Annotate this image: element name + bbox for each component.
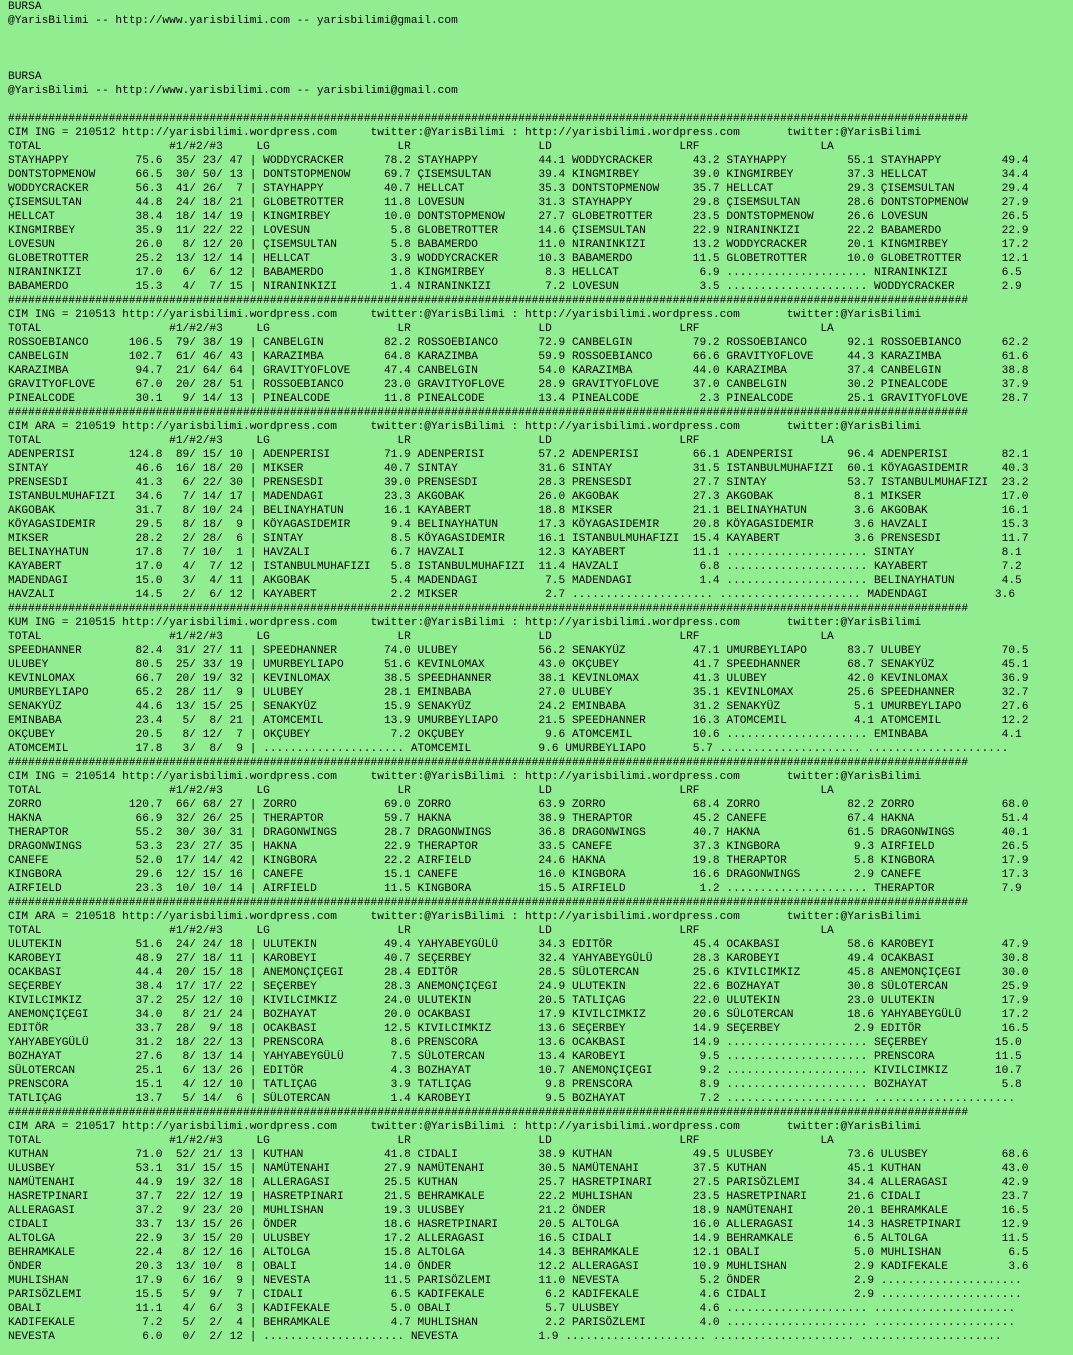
table-row: MIKSER 28.2 2/ 28/ 6 | SINTAY 8.5 KÖYAGASIDEMIR 16.1 ISTANBULMUHAFIZI 15.4 KAYABERT 3.6 PRENSESDI 11.7 xyxy=(8,533,1029,545)
table-row: AIRFIELD 23.3 10/ 10/ 14 | AIRFIELD 11.5 KINGBORA 15.5 AIRFIELD 1.2 ..................... THERAPTOR 7.9 xyxy=(8,883,1022,895)
table-row: ISTANBULMUHAFIZI 34.6 7/ 14/ 17 | MADENDAGI 23.3 AKGOBAK 26.0 AKGOBAK 27.3 AKGOBAK 8.1 MIKSER 17.0 xyxy=(8,491,1029,503)
table-row: CIDALI 33.7 13/ 15/ 26 | ÖNDER 18.6 HASRETPINARI 20.5 ALTOLGA 16.0 ALLERAGASI 14.3 HASRETPINARI 12.9 xyxy=(8,1219,1029,1231)
race-block xyxy=(0,602,1073,756)
table-row: KAYABERT 17.0 4/ 7/ 12 | ISTANBULMUHAFIZI 5.8 ISTANBULMUHAFIZI 11.4 HAVZALI 6.8 ..................... KAYABERT 7.2 xyxy=(8,561,1022,573)
column-header-line: TOTAL #1/#2/#3 LG LR LD LRF LA xyxy=(8,631,834,643)
race-title-line: CIM ARA = 210519 http://yarisbilimi.wordpress.com twitter:@YarisBilimi : http://yarisbilimi.wordpress.com twitter:@YarisBilimi xyxy=(8,421,922,433)
table-row: YAHYABEYGÜLÜ 31.2 18/ 22/ 13 | PRENSCORA 8.6 PRENSCORA 13.6 OCAKBASI 14.9 ..................... SEÇERBEY 15.0 xyxy=(8,1037,1022,1049)
table-row: AKGOBAK 31.7 8/ 10/ 24 | BELINAYHATUN 16.1 KAYABERT 18.8 MIKSER 21.1 BELINAYHATUN 3.6 AKGOBAK 16.1 xyxy=(8,505,1029,517)
race-title-line: CIM ARA = 210518 http://yarisbilimi.wordpress.com twitter:@YarisBilimi : http://yarisbilimi.wordpress.com twitter:@YarisBilimi xyxy=(8,911,922,923)
column-header-line: TOTAL #1/#2/#3 LG LR LD LRF LA xyxy=(8,1135,834,1147)
table-row: KINGBORA 29.6 12/ 15/ 16 | CANEFE 15.1 CANEFE 16.0 KINGBORA 16.6 DRAGONWINGS 2.9 CANEFE 17.3 xyxy=(8,869,1029,881)
table-row: BABAMERDO 15.3 4/ 7/ 15 | NIRANINKIZI 1.4 NIRANINKIZI 7.2 LOVESUN 3.5 ..................... WODDYCRACKER 2.9 xyxy=(8,281,1022,293)
table-row: DONTSTOPMENOW 66.5 30/ 50/ 13 | DONTSTOPMENOW 69.7 ÇISEMSULTAN 39.4 KINGMIRBEY 39.0 KINGMIRBEY 37.3 HELLCAT 34.4 xyxy=(8,169,1029,181)
header-line: @YarisBilimi -- http://www.yarisbilimi.com -- yarisbilimi@gmail.com xyxy=(8,85,458,97)
separator-line: ############################################################################################################################################### xyxy=(8,757,969,769)
table-row: SÜLOTERCAN 25.1 6/ 13/ 26 | EDITÖR 4.3 BOZHAYAT 10.7 ANEMONÇIÇEGI 9.2 ..................... KIVILCIMKIZ 10.7 xyxy=(8,1065,1022,1077)
table-row: BEHRAMKALE 22.4 8/ 12/ 16 | ALTOLGA 15.8 ALTOLGA 14.3 BEHRAMKALE 12.1 OBALI 5.0 MUHLISHAN 6.5 xyxy=(8,1247,1029,1259)
column-header-line: TOTAL #1/#2/#3 LG LR LD LRF LA xyxy=(8,141,834,153)
table-row: KAROBEYI 48.9 27/ 18/ 11 | KAROBEYI 40.7 SEÇERBEY 32.4 YAHYABEYGÜLÜ 28.3 KAROBEYI 49.4 OCAKBASI 30.8 xyxy=(8,953,1029,965)
table-row: STAYHAPPY 75.6 35/ 23/ 47 | WODDYCRACKER 78.2 STAYHAPPY 44.1 WODDYCRACKER 43.2 STAYHAPPY 55.1 STAYHAPPY 49.4 xyxy=(8,155,1029,167)
table-row: ÇISEMSULTAN 44.8 24/ 18/ 21 | GLOBETROTTER 11.8 LOVESUN 31.3 STAYHAPPY 29.8 ÇISEMSULTAN 28.6 DONTSTOPMENOW 27.9 xyxy=(8,197,1029,209)
table-row: ÖNDER 20.3 13/ 10/ 8 | OBALI 14.0 ÖNDER 12.2 ALLERAGASI 10.9 MUHLISHAN 2.9 KADIFEKALE 3.6 xyxy=(8,1261,1029,1273)
column-header-line: TOTAL #1/#2/#3 LG LR LD LRF LA xyxy=(8,435,834,447)
column-header-line: TOTAL #1/#2/#3 LG LR LD LRF LA xyxy=(8,785,834,797)
table-row: SINTAY 46.6 16/ 18/ 20 | MIKSER 40.7 SINTAY 31.6 SINTAY 31.5 ISTANBULMUHAFIZI 60.1 KÖYAGASIDEMIR 40.3 xyxy=(8,463,1029,475)
column-header-line: TOTAL #1/#2/#3 LG LR LD LRF LA xyxy=(8,323,834,335)
table-row: ALTOLGA 22.9 3/ 15/ 20 | ULUSBEY 17.2 ALLERAGASI 16.5 CIDALI 14.9 BEHRAMKALE 6.5 ALTOLGA 11.5 xyxy=(8,1233,1029,1245)
table-row: OBALI 11.1 4/ 6/ 3 | KADIFEKALE 5.0 OBALI 5.7 ULUSBEY 4.6 ..................... ..................... xyxy=(8,1303,1016,1315)
table-row: EDITÖR 33.7 28/ 9/ 18 | OCAKBASI 12.5 KIVILCIMKIZ 13.6 SEÇERBEY 14.9 SEÇERBEY 2.9 EDITÖR 16.5 xyxy=(8,1023,1029,1035)
race-title-line: CIM ING = 210513 http://yarisbilimi.wordpress.com twitter:@YarisBilimi : http://yarisbilimi.wordpress.com twitter:@YarisBilimi xyxy=(8,309,922,321)
table-row: ATOMCEMIL 17.8 3/ 8/ 9 | ..................... ATOMCEMIL 9.6 UMURBEYLIAPO 5.7 ..................... ..................... xyxy=(8,743,1009,755)
header-line: @YarisBilimi -- http://www.yarisbilimi.com -- yarisbilimi@gmail.com xyxy=(8,15,458,27)
separator-line: ############################################################################################################################################### xyxy=(8,897,969,909)
race-block xyxy=(0,896,1073,1106)
column-header-line: TOTAL #1/#2/#3 LG LR LD LRF LA xyxy=(8,925,834,937)
table-row: MADENDAGI 15.0 3/ 4/ 11 | AKGOBAK 5.4 MADENDAGI 7.5 MADENDAGI 1.4 ..................... BELINAYHATUN 4.5 xyxy=(8,575,1022,587)
separator-line: ############################################################################################################################################### xyxy=(8,407,969,419)
table-row: KUTHAN 71.0 52/ 21/ 13 | KUTHAN 41.8 CIDALI 38.9 KUTHAN 49.5 ULUSBEY 73.6 ULUSBEY 68.6 xyxy=(8,1149,1029,1161)
table-row: SEÇERBEY 38.4 17/ 17/ 22 | SEÇERBEY 28.3 ANEMONÇIÇEGI 24.9 ULUTEKIN 22.6 BOZHAYAT 30.8 SÜLOTERCAN 25.9 xyxy=(8,981,1029,993)
race-block xyxy=(0,112,1073,294)
table-row: DRAGONWINGS 53.3 23/ 27/ 35 | HAKNA 22.9 THERAPTOR 33.5 CANEFE 37.3 KINGBORA 9.3 AIRFIELD 26.5 xyxy=(8,841,1029,853)
header-line xyxy=(0,42,1073,56)
table-row: ULUSBEY 53.1 31/ 15/ 15 | NAMÜTENAHI 27.9 NAMÜTENAHI 30.5 NAMÜTENAHI 37.5 KUTHAN 45.1 KUTHAN 43.0 xyxy=(8,1163,1029,1175)
table-row: MUHLISHAN 17.9 6/ 16/ 9 | NEVESTA 11.5 PARISÖZLEMI 11.0 NEVESTA 5.2 ÖNDER 2.9 ..................... xyxy=(8,1275,1022,1287)
table-row: ROSSOEBIANCO 106.5 79/ 38/ 19 | CANBELGIN 82.2 ROSSOEBIANCO 72.9 CANBELGIN 79.2 ROSSOEBIANCO 92.1 ROSSOEBIANCO 62.2 xyxy=(8,337,1029,349)
race-block xyxy=(0,406,1073,602)
table-row: ADENPERISI 124.8 89/ 15/ 10 | ADENPERISI 71.9 ADENPERISI 57.2 ADENPERISI 66.1 ADENPERISI 96.4 ADENPERISI 82.1 xyxy=(8,449,1029,461)
separator-line: ############################################################################################################################################### xyxy=(8,113,969,125)
table-row: HELLCAT 38.4 18/ 14/ 19 | KINGMIRBEY 10.0 DONTSTOPMENOW 27.7 GLOBETROTTER 23.5 DONTSTOPMENOW 26.6 LOVESUN 26.5 xyxy=(8,211,1029,223)
table-row: PARISÖZLEMI 15.5 5/ 9/ 7 | CIDALI 6.5 KADIFEKALE 6.2 KADIFEKALE 4.6 CIDALI 2.9 ..................... xyxy=(8,1289,1022,1301)
table-row: KÖYAGASIDEMIR 29.5 8/ 18/ 9 | KÖYAGASIDEMIR 9.4 BELINAYHATUN 17.3 KÖYAGASIDEMIR 20.8 KÖYAGASIDEMIR 3.6 HAVZALI 15.3 xyxy=(8,519,1029,531)
table-row: LOVESUN 26.0 8/ 12/ 20 | ÇISEMSULTAN 5.8 BABAMERDO 11.0 NIRANINKIZI 13.2 WODDYCRACKER 20.1 KINGMIRBEY 17.2 xyxy=(8,239,1029,251)
table-row: KARAZIMBA 94.7 21/ 64/ 64 | GRAVITYOFLOVE 47.4 CANBELGIN 54.0 KARAZIMBA 44.0 KARAZIMBA 37.4 CANBELGIN 38.8 xyxy=(8,365,1029,377)
table-row: SPEEDHANNER 82.4 31/ 27/ 11 | SPEEDHANNER 74.0 ULUBEY 56.2 SENAKYÜZ 47.1 UMURBEYLIAPO 83.7 ULUBEY 70.5 xyxy=(8,645,1029,657)
table-row: KINGMIRBEY 35.9 11/ 22/ 22 | LOVESUN 5.8 GLOBETROTTER 14.6 ÇISEMSULTAN 22.9 NIRANINKIZI 22.2 BABAMERDO 22.9 xyxy=(8,225,1029,237)
race-title-line: CIM ING = 210514 http://yarisbilimi.wordpress.com twitter:@YarisBilimi : http://yarisbilimi.wordpress.com twitter:@YarisBilimi xyxy=(8,771,922,783)
header-line xyxy=(0,28,1073,42)
race-title-line: CIM ARA = 210517 http://yarisbilimi.wordpress.com twitter:@YarisBilimi : http://yarisbilimi.wordpress.com twitter:@YarisBilimi xyxy=(8,1121,922,1133)
table-row: OCAKBASI 44.4 20/ 15/ 18 | ANEMONÇIÇEGI 28.4 EDITÖR 28.5 SÜLOTERCAN 25.6 KIVILCIMKIZ 45.8 ANEMONÇIÇEGI 30.0 xyxy=(8,967,1029,979)
table-row: ZORRO 120.7 66/ 68/ 27 | ZORRO 69.0 ZORRO 63.9 ZORRO 68.4 ZORRO 82.2 ZORRO 68.0 xyxy=(8,799,1029,811)
table-row: KEVINLOMAX 66.7 20/ 19/ 32 | KEVINLOMAX 38.5 SPEEDHANNER 38.1 KEVINLOMAX 41.3 ULUBEY 42.0 KEVINLOMAX 36.9 xyxy=(8,673,1029,685)
header-city-line: BURSA xyxy=(8,1,42,13)
table-row: WODDYCRACKER 56.3 41/ 26/ 7 | STAYHAPPY 40.7 HELLCAT 35.3 DONTSTOPMENOW 35.7 HELLCAT 29.3 ÇISEMSULTAN 29.4 xyxy=(8,183,1029,195)
table-row: HASRETPINARI 37.7 22/ 12/ 19 | HASRETPINARI 21.5 BEHRAMKALE 22.2 MUHLISHAN 23.5 HASRETPINARI 21.6 CIDALI 23.7 xyxy=(8,1191,1029,1203)
table-row: PRENSESDI 41.3 6/ 22/ 30 | PRENSESDI 39.0 PRENSESDI 28.3 PRENSESDI 27.7 SINTAY 53.7 ISTANBULMUHAFIZI 23.2 xyxy=(8,477,1029,489)
table-row: ULUBEY 80.5 25/ 33/ 19 | UMURBEYLIAPO 51.6 KEVINLOMAX 43.0 OKÇUBEY 41.7 SPEEDHANNER 68.7 SENAKYÜZ 45.1 xyxy=(8,659,1029,671)
table-row: BELINAYHATUN 17.8 7/ 10/ 1 | HAVZALI 6.7 HAVZALI 12.3 KAYABERT 11.1 ..................... SINTAY 8.1 xyxy=(8,547,1022,559)
separator-line: ############################################################################################################################################### xyxy=(8,1107,969,1119)
race-block xyxy=(0,294,1073,406)
race-title-line: KUM ING = 210515 http://yarisbilimi.wordpress.com twitter:@YarisBilimi : http://yarisbilimi.wordpress.com twitter:@YarisBilimi xyxy=(8,617,922,629)
table-row: NEVESTA 6.0 0/ 2/ 12 | ..................... NEVESTA 1.9 ..................... ..................... ..................... xyxy=(8,1331,1002,1343)
table-row: KADIFEKALE 7.2 5/ 2/ 4 | BEHRAMKALE 4.7 MUHLISHAN 2.2 PARISÖZLEMI 4.0 ..................... ..................... xyxy=(8,1317,1016,1329)
race-title-line: CIM ING = 210512 http://yarisbilimi.wordpress.com twitter:@YarisBilimi : http://yarisbilimi.wordpress.com twitter:@YarisBilimi xyxy=(8,127,922,139)
table-row: GRAVITYOFLOVE 67.0 20/ 28/ 51 | ROSSOEBIANCO 23.0 GRAVITYOFLOVE 28.9 GRAVITYOFLOVE 37.0 CANBELGIN 30.2 PINEALCODE 37.9 xyxy=(8,379,1029,391)
table-row: NAMÜTENAHI 44.9 19/ 32/ 18 | ALLERAGASI 25.5 KUTHAN 25.7 HASRETPINARI 27.5 PARISÖZLEMI 34.4 ALLERAGASI 42.9 xyxy=(8,1177,1029,1189)
table-row: HAVZALI 14.5 2/ 6/ 12 | KAYABERT 2.2 MIKSER 2.7 ..................... ..................... MADENDAGI 3.6 xyxy=(8,589,1016,601)
table-row: CANBELGIN 102.7 61/ 46/ 43 | KARAZIMBA 64.8 KARAZIMBA 59.9 ROSSOEBIANCO 66.6 GRAVITYOFLOVE 44.3 KARAZIMBA 61.6 xyxy=(8,351,1029,363)
table-row: ALLERAGASI 37.2 9/ 23/ 20 | MUHLISHAN 19.3 ULUSBEY 21.2 ÖNDER 18.9 NAMÜTENAHI 20.1 BEHRAMKALE 16.5 xyxy=(8,1205,1029,1217)
table-row: SENAKYÜZ 44.6 13/ 15/ 25 | SENAKYÜZ 15.9 SENAKYÜZ 24.2 EMINBABA 31.2 SENAKYÜZ 5.1 UMURBEYLIAPO 27.6 xyxy=(8,701,1029,713)
table-row: PINEALCODE 30.1 9/ 14/ 13 | PINEALCODE 11.8 PINEALCODE 13.4 PINEALCODE 2.3 PINEALCODE 25.1 GRAVITYOFLOVE 28.7 xyxy=(8,393,1029,405)
separator-line: ############################################################################################################################################### xyxy=(8,603,969,615)
table-row: OKÇUBEY 20.5 8/ 12/ 7 | OKÇUBEY 7.2 OKÇUBEY 9.6 ATOMCEMIL 10.6 ..................... EMINBABA 4.1 xyxy=(8,729,1022,741)
table-row: UMURBEYLIAPO 65.2 28/ 11/ 9 | ULUBEY 28.1 EMINBABA 27.0 ULUBEY 35.1 KEVINLOMAX 25.6 SPEEDHANNER 32.7 xyxy=(8,687,1029,699)
separator-line: ############################################################################################################################################### xyxy=(8,295,969,307)
table-row: TATLIÇAG 13.7 5/ 14/ 6 | SÜLOTERCAN 1.4 KAROBEYI 9.5 BOZHAYAT 7.2 ..................... ..................... xyxy=(8,1093,1016,1105)
table-row: ANEMONÇIÇEGI 34.0 8/ 21/ 24 | BOZHAYAT 20.0 OCAKBASI 17.9 KIVILCIMKIZ 20.6 SÜLOTERCAN 18.6 YAHYABEYGÜLÜ 17.2 xyxy=(8,1009,1029,1021)
table-row: GLOBETROTTER 25.2 13/ 12/ 14 | HELLCAT 3.9 WODDYCRACKER 10.3 BABAMERDO 11.5 GLOBETROTTER 10.0 GLOBETROTTER 12.1 xyxy=(8,253,1029,265)
table-row: EMINBABA 23.4 5/ 8/ 21 | ATOMCEMIL 13.9 UMURBEYLIAPO 21.5 SPEEDHANNER 16.3 ATOMCEMIL 4.1 ATOMCEMIL 12.2 xyxy=(8,715,1029,727)
header-city-line: BURSA xyxy=(8,71,42,83)
race-block xyxy=(0,1106,1073,1344)
table-row: CANEFE 52.0 17/ 14/ 42 | KINGBORA 22.2 AIRFIELD 24.6 HAKNA 19.8 THERAPTOR 5.8 KINGBORA 17.9 xyxy=(8,855,1029,867)
race-block xyxy=(0,756,1073,896)
table-row: HAKNA 66.9 32/ 26/ 25 | THERAPTOR 59.7 HAKNA 38.9 THERAPTOR 45.2 CANEFE 67.4 HAKNA 51.4 xyxy=(8,813,1029,825)
header-line xyxy=(0,98,1073,112)
table-row: KIVILCIMKIZ 37.2 25/ 12/ 10 | KIVILCIMKIZ 24.0 ULUTEKIN 20.5 TATLIÇAG 22.0 ULUTEKIN 23.0 ULUTEKIN 17.9 xyxy=(8,995,1029,1007)
table-row: NIRANINKIZI 17.0 6/ 6/ 12 | BABAMERDO 1.8 KINGMIRBEY 8.3 HELLCAT 6.9 ..................... NIRANINKIZI 6.5 xyxy=(8,267,1022,279)
table-row: BOZHAYAT 27.6 8/ 13/ 14 | YAHYABEYGÜLÜ 7.5 SÜLOTERCAN 13.4 KAROBEYI 9.5 ..................... PRENSCORA 11.5 xyxy=(8,1051,1022,1063)
table-row: PRENSCORA 15.1 4/ 12/ 10 | TATLIÇAG 3.9 TATLIÇAG 9.8 PRENSCORA 8.9 ..................... BOZHAYAT 5.8 xyxy=(8,1079,1022,1091)
table-row: ULUTEKIN 51.6 24/ 24/ 18 | ULUTEKIN 49.4 YAHYABEYGÜLÜ 34.3 EDITÖR 45.4 OCAKBASI 58.6 KAROBEYI 47.9 xyxy=(8,939,1029,951)
table-row: THERAPTOR 55.2 30/ 30/ 31 | DRAGONWINGS 28.7 DRAGONWINGS 36.8 DRAGONWINGS 40.7 HAKNA 61.5 DRAGONWINGS 40.1 xyxy=(8,827,1029,839)
header-line xyxy=(0,56,1073,70)
